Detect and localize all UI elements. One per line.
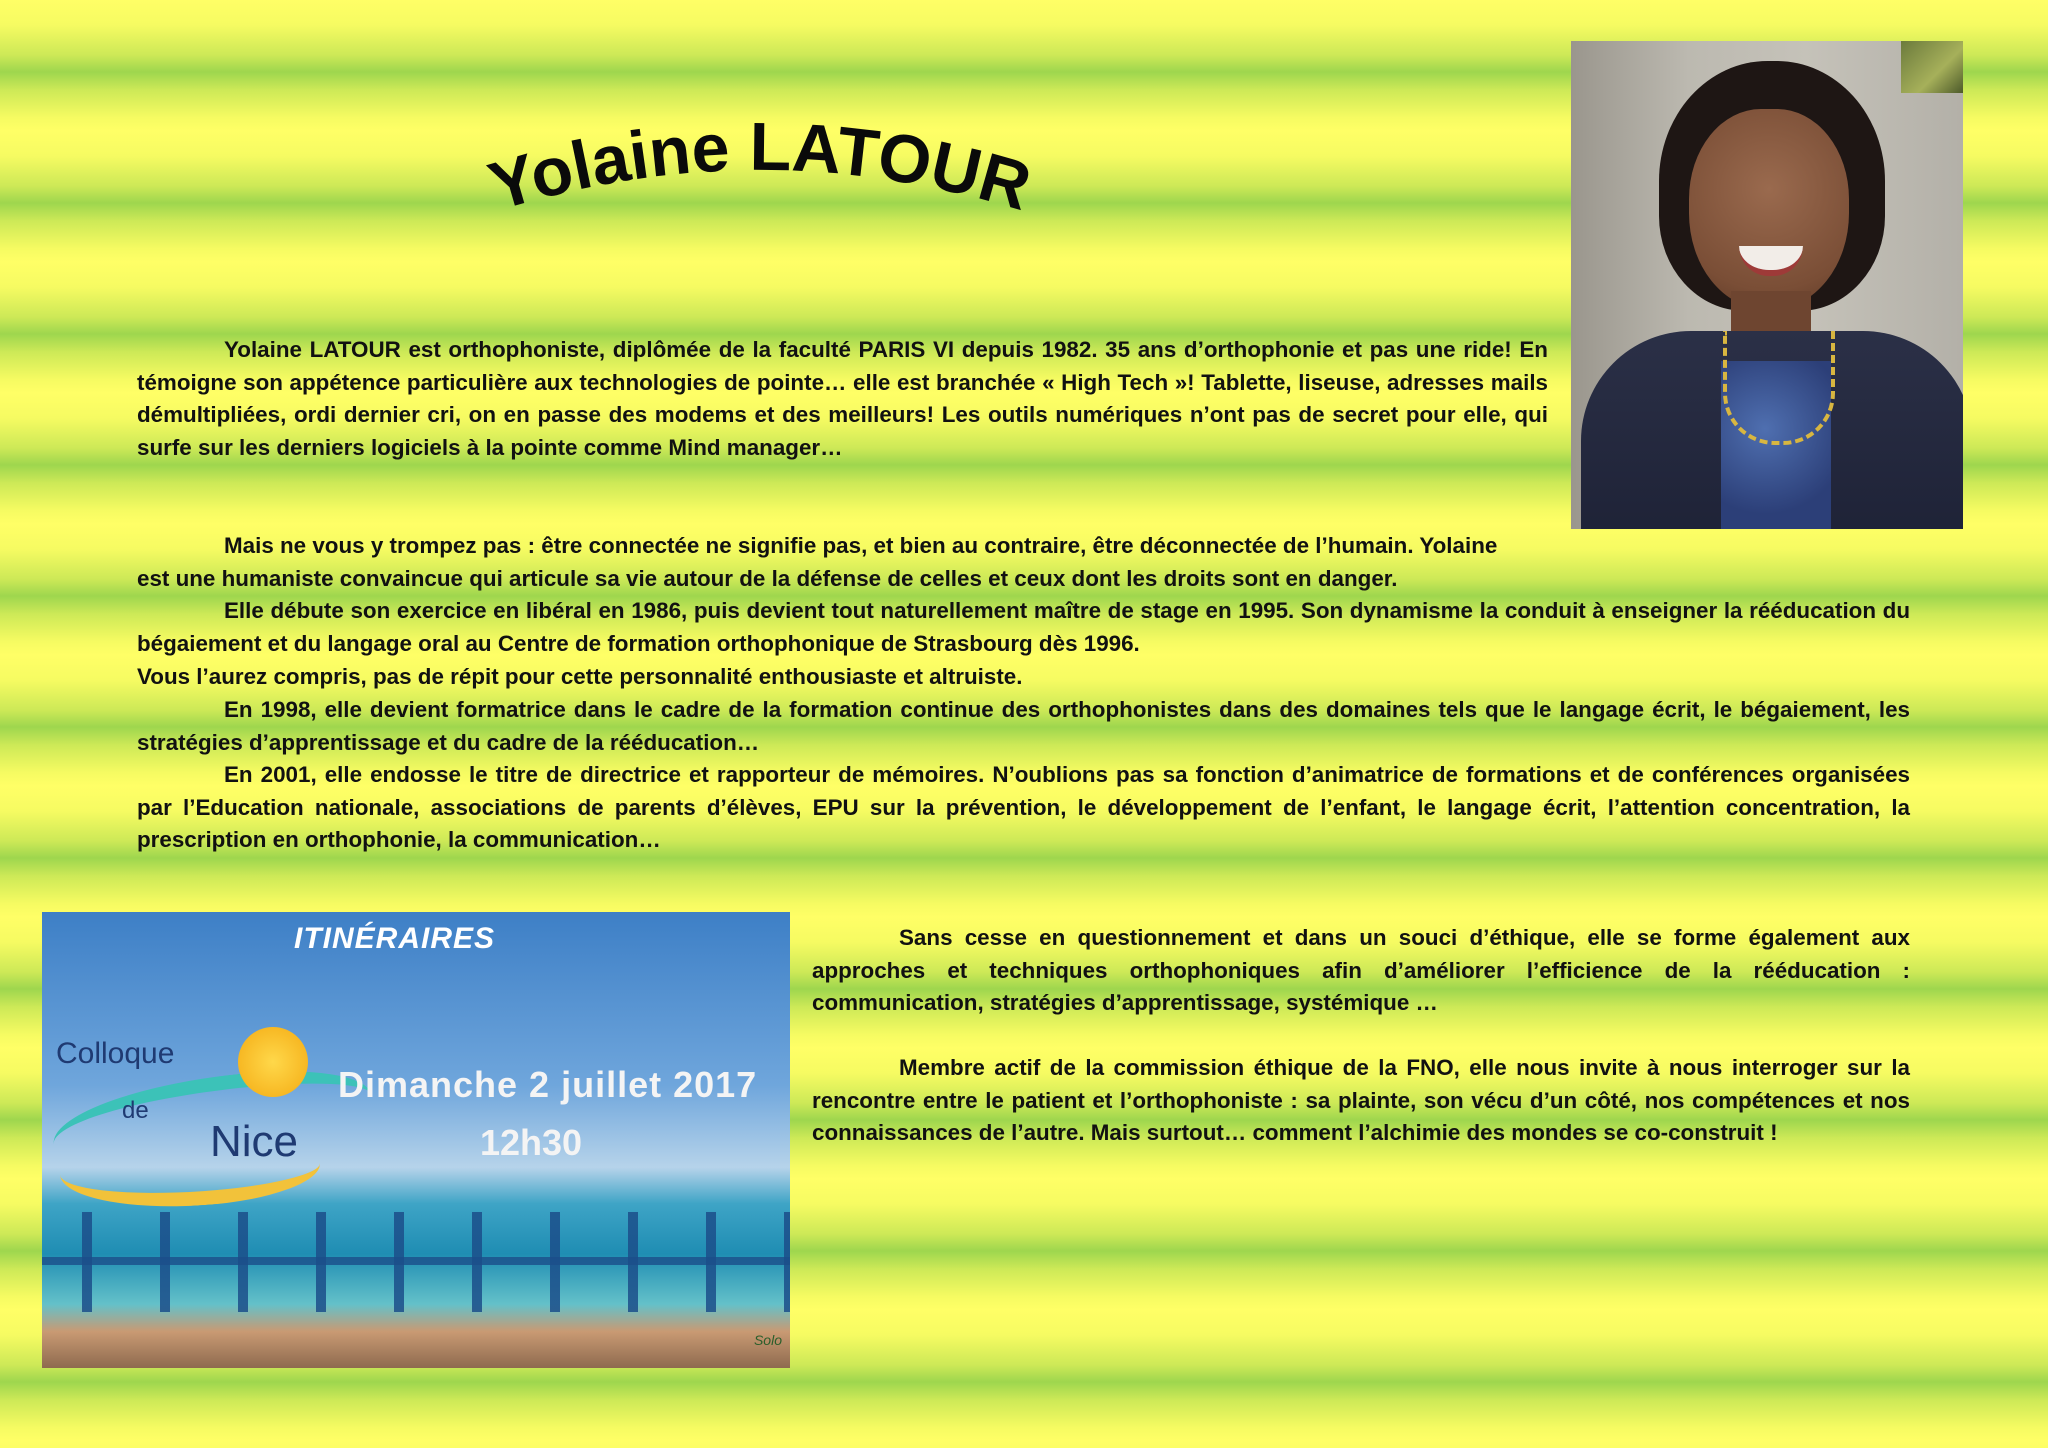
svg-text:Yolaine LATOUR: [481, 110, 1039, 225]
page-title: [440, 110, 1080, 260]
poster-colloque: Colloque: [56, 1037, 175, 1070]
bio-paragraph-fno: Membre actif de la commission éthique de la FNO, elle nous invite à nous interroger sur la rencontre entre le patient et l’orthophoniste : sa plainte, son vécu d’un côté, nos compétences et nos connaissances de l’autre. Mais surtout… comment l’alchimie des mondes se co-construit !: [812, 1055, 1910, 1146]
bio-paragraph-humanist-line1: Mais ne vous y trompez pas : être connectée ne signifie pas, et bien au contraire, être déconnectée de l’humain. Yolaine: [224, 533, 1498, 558]
bio-paragraph-career-start: Elle débute son exercice en libéral en 1986, puis devient tout naturellement maître de stage en 1995. Son dynamisme la conduit à enseigner la rééducation du bégaiement et du langage oral au Centre de formation orthophonique de Strasbourg dès 1996.: [137, 598, 1910, 656]
portrait-photo: [1571, 41, 1963, 529]
bio-paragraph-intro: Yolaine LATOUR est orthophoniste, diplômée de la faculté PARIS VI depuis 1982. 35 ans d’orthophonie et pas une ride! En témoigne son appétence particulière aux technologies de pointe… elle est branchée « High Tech »! Tablette, liseuse, adresses mails démultipliées, ordi dernier cri, on en passe des modems et des meilleurs! Les outils numériques n’ont pas de secret pour elle, qui surfe sur les derniers logiciels à la pointe comme Mind manager…: [137, 337, 1548, 460]
bio-paragraph-humanist-line2: est une humaniste convaincue qui articule sa vie autour de la défense de celles et ceux dont les droits sont en danger.: [137, 566, 1398, 591]
poster-nice: Nice: [210, 1117, 299, 1166]
bio-paragraph-director: En 2001, elle endosse le titre de directrice et rapporteur de mémoires. N’oublions pas sa fonction d’animatrice de formations et de conférences organisées par l’Education nationale, associations de parents d’élèves, EPU sur la prévention, le développement de l’enfant, le langage écrit, l’attention concentration, la prescription en orthophonie, la communication…: [137, 762, 1910, 853]
sun-icon: [238, 1027, 308, 1097]
bio-paragraph-ethics: Sans cesse en questionnement et dans un souci d’éthique, elle se forme également aux approches et techniques orthophoniques afin d’améliorer l’efficience de la rééducation : communication, stratégies d’apprentissage, systémique …: [812, 925, 1910, 1016]
poster-time: 12h30: [480, 1122, 583, 1163]
poster-de: de: [122, 1097, 149, 1124]
poster-heading: ITINÉRAIRES: [294, 922, 496, 955]
colloque-poster-image: [42, 912, 790, 1368]
poster-logo: Solo: [753, 1332, 782, 1348]
bio-paragraph-trainer: En 1998, elle devient formatrice dans le cadre de la formation continue des orthophonistes dans des domaines tels que le langage écrit, le bégaiement, les stratégies d’apprentissage et du cadre de la rééducation…: [137, 697, 1910, 755]
bio-paragraph-enthusiasm: Vous l’aurez compris, pas de répit pour cette personnalité enthousiaste et altruiste.: [137, 664, 1023, 689]
page-title-text: Yolaine LATOUR: [480, 110, 1039, 226]
poster-date: Dimanche 2 juillet 2017: [338, 1064, 758, 1105]
